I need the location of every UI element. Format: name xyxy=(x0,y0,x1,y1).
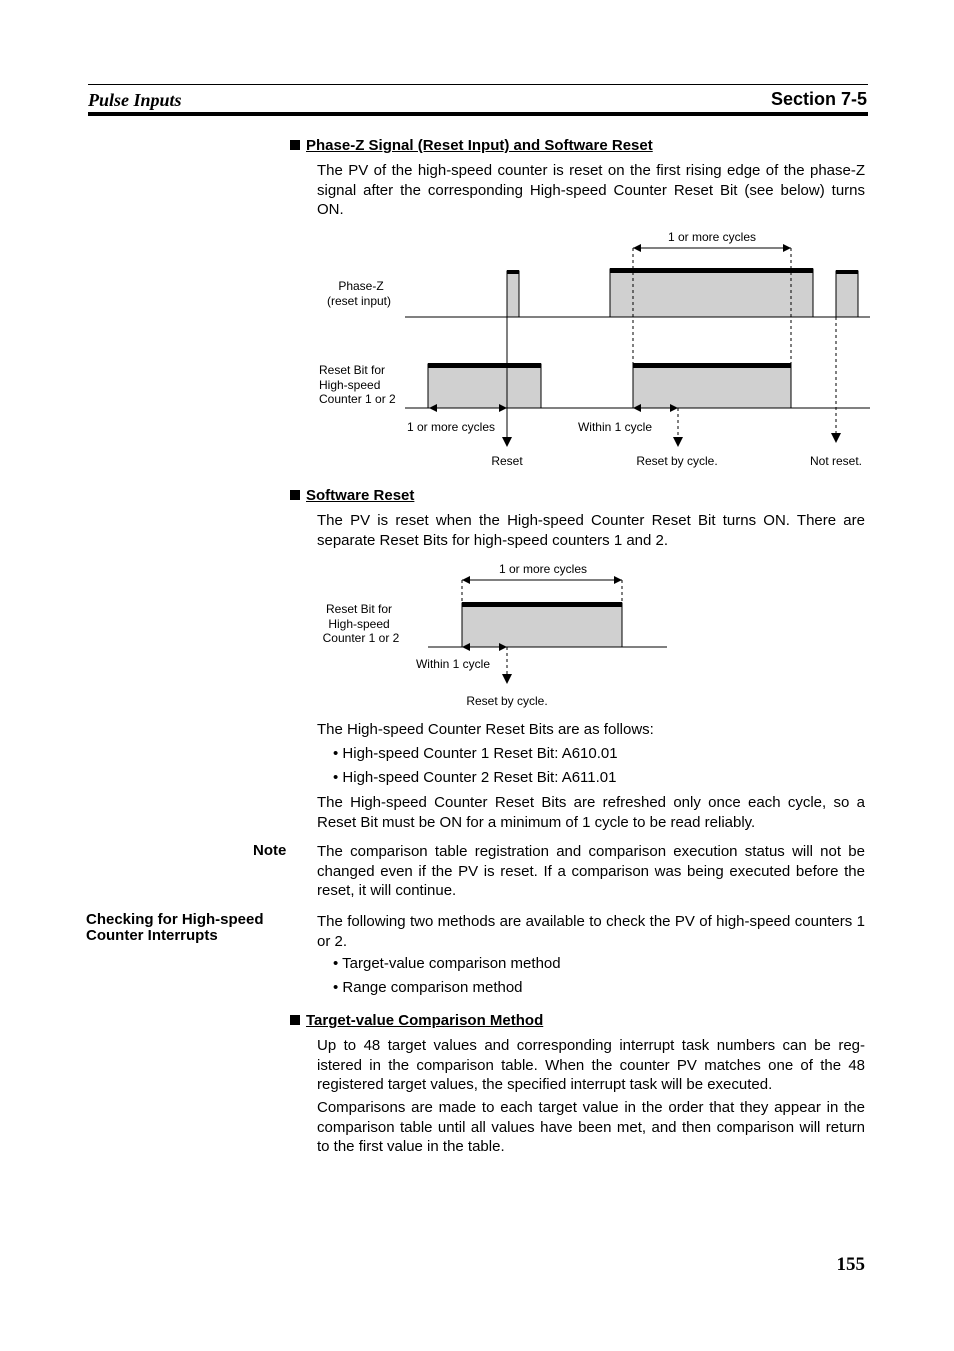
software-reset-heading-text: Software Reset xyxy=(306,487,415,504)
reset-bit-pulse xyxy=(428,363,541,408)
reset-bit-pulse xyxy=(633,363,791,408)
software-reset-heading xyxy=(290,487,414,504)
refresh-note-paragraph: The High-speed Counter Reset Bits are refreshed only once each cycle, so a Reset Bit must be ON for a minimum of 1 cycle to be read reliably. xyxy=(317,794,865,831)
software-reset-timing-diagram xyxy=(0,550,954,720)
reset-arrow-icon xyxy=(502,437,512,447)
reset-bit-list-item: • High-speed Counter 2 Reset Bit: A611.01 xyxy=(333,769,617,786)
within-cycle-label: Within 1 cycle xyxy=(577,420,653,434)
phase-z-timing-diagram xyxy=(0,0,954,480)
reset-by-cycle-label: Reset by cycle. xyxy=(636,454,718,468)
reset-by-cycle-label: Reset by cycle. xyxy=(466,694,548,708)
reset-by-cycle-arrow-icon xyxy=(673,437,683,447)
reset-bit-label-3: Counter 1 or 2 xyxy=(322,631,400,645)
note-text: The comparison table registration and comparison execution status will not be changed even if the PV is reset. If a comparison was being executed before the reset, it will continue. xyxy=(317,843,865,899)
cycles-bottom-label: 1 or more cycles xyxy=(406,420,496,434)
reset-bit-label-1: Reset Bit for xyxy=(325,602,393,616)
method-list-item: • Target-value comparison method xyxy=(333,955,561,972)
target-value-paragraph-1: Up to 48 target values and corresponding interrupt task numbers can be reg-istered in the comparison table. When the counter PV matches one of the 48 registered target values, the specified interrupt task will be executed. xyxy=(317,1037,865,1093)
phase-z-pulse xyxy=(836,270,858,317)
reset-bit-pulse xyxy=(462,602,622,647)
reset-bit-list-item: • High-speed Counter 1 Reset Bit: A610.01 xyxy=(333,745,618,762)
section-title: Pulse Inputs xyxy=(88,90,182,110)
phase-z-label: Phase-Z xyxy=(338,279,384,293)
phase-z-pulse xyxy=(507,270,519,317)
checking-side-heading-line2: Counter Interrupts xyxy=(86,927,218,944)
not-reset-label: Not reset. xyxy=(809,454,863,468)
note-label: Note xyxy=(253,842,287,859)
reset-bit-label-3: Counter 1 or 2 xyxy=(319,392,396,406)
phase-z-paragraph: The PV of the high-speed counter is reset on the first rising edge of the phase-Z signal after the corresponding High-speed Counter Reset Bit (see below) turns ON. xyxy=(317,162,865,218)
reset-bit-label-1: Reset Bit for xyxy=(319,363,386,377)
within-cycle-label: Within 1 cycle xyxy=(415,657,491,671)
cycles-label: 1 or more cycles xyxy=(498,562,588,576)
checking-side-heading-line1: Checking for High-speed xyxy=(86,911,264,928)
section-number: Section 7-5 xyxy=(770,89,867,109)
not-reset-arrow-icon xyxy=(831,433,841,443)
checking-paragraph: The following two methods are available to check the PV of high-speed counters 1 or 2. xyxy=(317,913,865,950)
reset-label: Reset xyxy=(491,454,523,468)
checking-side-heading xyxy=(86,912,264,944)
software-reset-paragraph: The PV is reset when the High-speed Counter Reset Bit turns ON. There are separate Reset Bits for high-speed counters 1 and 2. xyxy=(317,512,865,549)
square-bullet-icon xyxy=(290,490,300,500)
method-list-item: • Range comparison method xyxy=(333,979,523,996)
reset-bit-label-2: High-speed xyxy=(328,617,390,631)
target-value-paragraph-2: Comparisons are made to each target value in the order that they appear in the comparison table until all values have been met, and then comparison will return to the first value in the table. xyxy=(317,1099,865,1155)
phase-z-heading-text: Phase-Z Signal (Reset Input) and Software Reset xyxy=(306,137,653,154)
page-number: 155 xyxy=(836,1254,865,1275)
target-value-heading-text: Target-value Comparison Method xyxy=(306,1012,544,1029)
target-value-heading xyxy=(290,1012,543,1029)
square-bullet-icon xyxy=(290,1015,300,1025)
reset-bit-label-2: High-speed xyxy=(319,378,381,392)
reset-input-label: (reset input) xyxy=(326,294,392,308)
cycles-top-label: 1 or more cycles xyxy=(667,230,757,244)
reset-by-cycle-arrow-icon xyxy=(502,674,512,684)
phase-z-pulse xyxy=(610,268,813,317)
reset-bits-intro: The High-speed Counter Reset Bits are as follows: xyxy=(317,721,654,738)
